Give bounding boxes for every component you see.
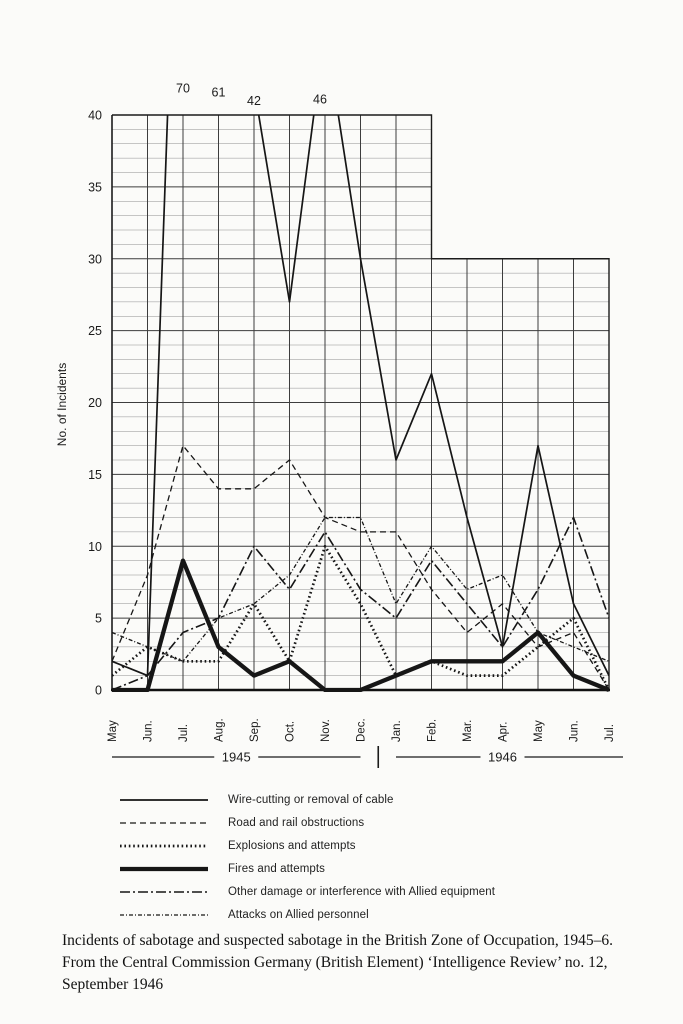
legend-swatch-solid-thick	[118, 863, 210, 875]
month-label: Sep.	[249, 718, 261, 742]
chart-legend	[118, 788, 598, 926]
y-tick-label: 25	[88, 324, 102, 339]
legend-label: Other damage or interference with Allied equipment	[228, 885, 496, 898]
legend-item	[118, 880, 598, 903]
legend-label: Fires and attempts	[228, 862, 326, 875]
x-axis-month-labels	[107, 718, 616, 742]
y-tick-label: 5	[95, 611, 102, 626]
month-label: Oct.	[284, 720, 297, 742]
year-label: 1946	[488, 749, 517, 765]
y-tick-label: 40	[88, 108, 102, 123]
month-label: Apr.	[497, 721, 510, 742]
peak-label: 61	[211, 85, 226, 100]
month-label: Mar.	[462, 719, 474, 742]
legend-item	[118, 788, 598, 811]
legend-item	[118, 834, 598, 857]
month-label: Jun.	[142, 720, 155, 742]
legend-item	[118, 811, 598, 834]
y-tick-label: 20	[88, 396, 102, 410]
month-label: Aug.	[213, 718, 226, 742]
legend-item	[118, 903, 598, 926]
y-tick-label: 30	[88, 252, 102, 267]
peak-label: 42	[247, 94, 261, 109]
month-label: Feb.	[426, 718, 439, 742]
year-brackets	[112, 746, 623, 768]
month-label: Jun.	[568, 720, 581, 742]
month-label: Jul.	[604, 724, 616, 742]
month-label: May	[533, 720, 545, 742]
month-label: Nov.	[320, 719, 332, 742]
legend-swatch-dashed	[118, 817, 210, 829]
month-label: Dec.	[355, 718, 368, 742]
month-label: May	[107, 720, 119, 742]
legend-swatch-dash-dot	[118, 886, 210, 898]
caption: Incidents of sabotage and suspected sabotage in the British Zone of Occupation, 1945–6. From the Central Commission Germany (British Element) ‘Intelligence Review’ no. 12, September 1946	[62, 932, 613, 993]
y-axis-ticks	[88, 109, 102, 698]
peak-label: 46	[313, 92, 327, 107]
year-label: 1945	[221, 749, 251, 765]
legend-label: Wire-cutting or removal of cable	[228, 793, 394, 806]
legend-label: Road and rail obstructions	[228, 816, 365, 829]
y-axis-title: No. of Incidents	[55, 362, 69, 447]
y-tick-label: 15	[88, 467, 102, 482]
peak-annotations	[176, 82, 327, 109]
legend-label: Attacks on Allied personnel	[228, 908, 369, 921]
y-tick-label: 35	[88, 180, 102, 195]
month-label: Jan.	[391, 720, 403, 742]
legend-swatch-fine-dash	[118, 909, 210, 921]
month-label: Jul.	[178, 724, 190, 742]
peak-label: 70	[176, 81, 190, 96]
y-tick-label: 0	[95, 683, 102, 698]
legend-item	[118, 857, 598, 880]
legend-swatch-dotted	[118, 840, 210, 852]
grid	[112, 115, 609, 690]
y-tick-label: 10	[88, 539, 102, 554]
legend-swatch-solid-thin	[118, 794, 210, 806]
legend-label: Explosions and attempts	[228, 839, 356, 852]
